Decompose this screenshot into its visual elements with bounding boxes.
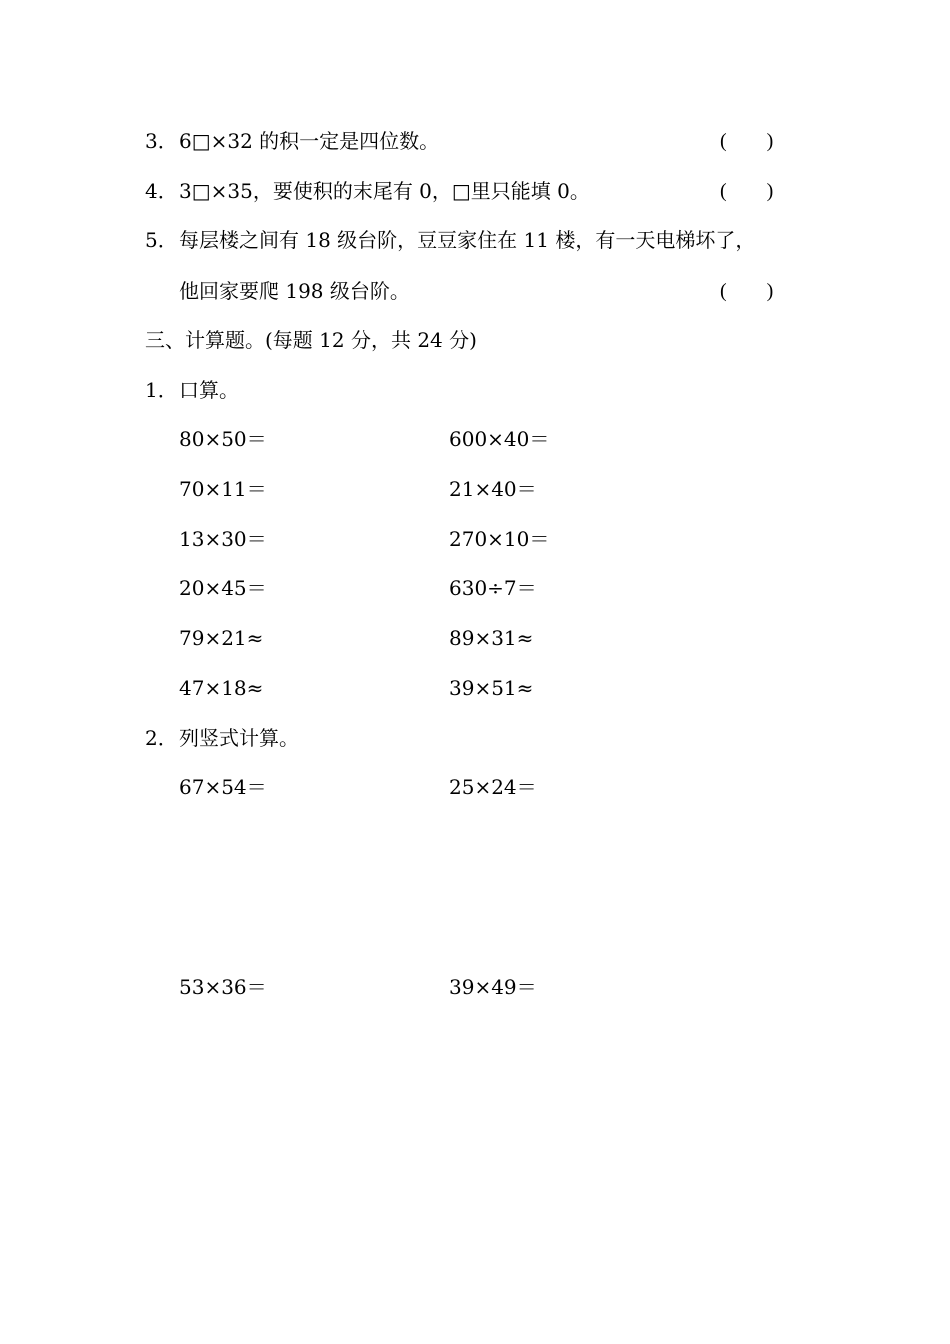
item-number: 4． bbox=[145, 179, 178, 203]
part-number: 2． bbox=[145, 726, 178, 750]
calc-problem: 13×30＝ bbox=[179, 527, 267, 551]
calc-problem: 67×54＝ bbox=[179, 775, 267, 799]
item-statement-continued: 他回家要爬 198 级台阶。 bbox=[179, 279, 410, 303]
item-statement: 每层楼之间有 18 级台阶，豆豆家住在 11 楼，有一天电梯坏了， bbox=[179, 228, 756, 252]
part-title: 口算。 bbox=[179, 378, 239, 402]
calc-problem: 70×11＝ bbox=[179, 477, 267, 501]
calc-problem: 47×18≈ bbox=[179, 676, 264, 700]
item-statement: 6□×32 的积一定是四位数。 bbox=[179, 129, 440, 153]
part-title: 列竖式计算。 bbox=[179, 726, 299, 750]
calc-problem: 80×50＝ bbox=[179, 427, 267, 451]
answer-parentheses[interactable]: ( ) bbox=[720, 130, 774, 152]
calc-problem: 600×40＝ bbox=[449, 427, 550, 451]
answer-parentheses[interactable]: ( ) bbox=[720, 280, 774, 302]
part-number: 1． bbox=[145, 378, 178, 402]
answer-parentheses[interactable]: ( ) bbox=[720, 180, 774, 202]
calc-problem: 53×36＝ bbox=[179, 975, 267, 999]
item-number: 3． bbox=[145, 129, 178, 153]
calc-problem: 39×49＝ bbox=[449, 975, 537, 999]
item-statement: 3□×35，要使积的末尾有 0，□里只能填 0。 bbox=[179, 179, 590, 203]
section-heading: 三、计算题。(每题 12 分，共 24 分) bbox=[145, 328, 477, 352]
calc-problem: 20×45＝ bbox=[179, 576, 267, 600]
calc-problem: 39×51≈ bbox=[449, 676, 534, 700]
item-number: 5． bbox=[145, 228, 178, 252]
calc-problem: 25×24＝ bbox=[449, 775, 537, 799]
calc-problem: 89×31≈ bbox=[449, 626, 534, 650]
calc-problem: 21×40＝ bbox=[449, 477, 537, 501]
calc-problem: 79×21≈ bbox=[179, 626, 264, 650]
calc-problem: 270×10＝ bbox=[449, 527, 550, 551]
calc-problem: 630÷7＝ bbox=[449, 576, 537, 600]
